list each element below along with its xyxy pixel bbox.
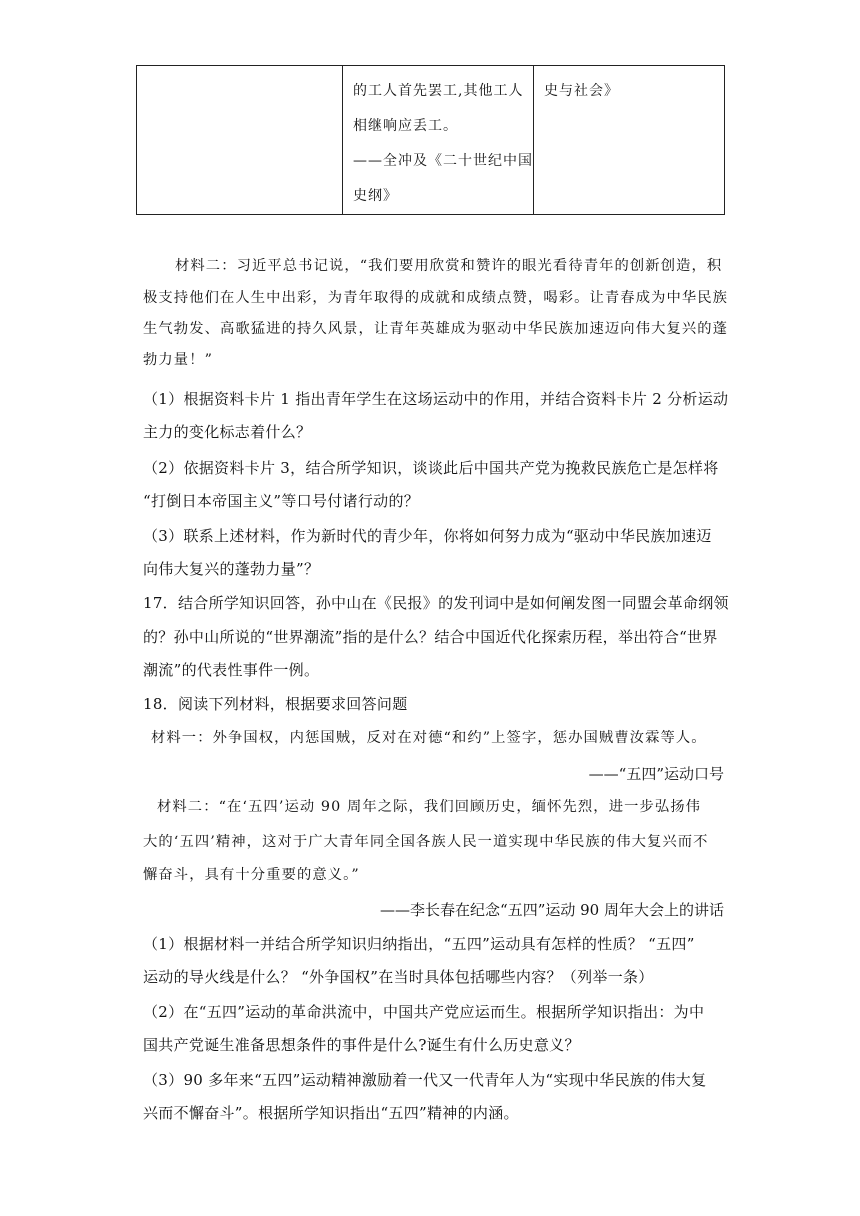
material2-line: 材料二：习近平总书记说，“我们要用欣赏和赞许的眼光看待青年的创新创造，积	[175, 258, 723, 274]
table-cell-line: 史与社会》	[544, 83, 619, 99]
q16-line: “打倒日本帝国主义”等口号付诸行动的？	[143, 492, 420, 510]
q16-line: 主力的变化标志着什么？	[143, 423, 312, 441]
q18-question-line: （2）在“五四”运动的革命洪流中，中国共产党应运而生。根据所学知识指出：为中	[143, 1003, 705, 1021]
q18-title: 18．阅读下列材料，根据要求回答问题	[143, 695, 408, 713]
q18-material1: 材料一：外争国权，内惩国贼，反对在对德“和约”上签字，惩办国贼曹汝霖等人。	[151, 730, 707, 746]
q17-line: 潮流”的代表性事件一例。	[143, 661, 320, 679]
table-cell-line: 的工人首先罢工,其他工人	[353, 83, 524, 99]
q17-line: 17．结合所学知识回答，孙中山在《民报》的发刊词中是如何阐发图一同盟会革命纲领	[143, 594, 729, 612]
q18-question-line: 国共产党诞生准备思想条件的事件是什么?诞生有什么历史意义？	[143, 1036, 580, 1054]
table-cell-empty	[137, 66, 343, 215]
q16-line: （3）联系上述材料，作为新时代的青少年，你将如何努力成为“驱动中华民族加速迈	[143, 527, 712, 545]
q18-question-line: 运动的导火线是什么？ “外争国权”在当时具体包括哪些内容？（列举一条）	[143, 968, 654, 986]
table-cell-line: 史纲》	[353, 188, 398, 204]
material2-line: 勃力量！”	[143, 352, 213, 368]
q18-question-line: （3）90 多年来“五四”运动精神激励着一代又一代青年人为“实现中华民族的伟大复	[143, 1071, 707, 1089]
q18-material2-line: 懈奋斗，具有十分重要的意义。”	[143, 867, 360, 883]
material2-line: 生气勃发、高歌猛进的持久风景，让青年英雄成为驱动中华民族加速迈向伟大复兴的蓬	[143, 321, 729, 337]
q18-material2-source: ——李长春在纪念“五四”运动 90 周年大会上的讲话	[380, 901, 724, 919]
q17-line: 的？孙中山所说的“世界潮流”指的是什么？结合中国近代化探索历程，举出符合“世界	[143, 628, 718, 646]
table-cell-line: ——全冲及《二十世纪中国	[353, 153, 533, 169]
q18-material2-line: 大的‘五四’精神，这对于广大青年同全国各族人民一道实现中华民族的伟大复兴而不	[143, 834, 709, 850]
material-table	[136, 65, 725, 215]
q16-line: （2）依据资料卡片 3，结合所学知识，谈谈此后中国共产党为挽救民族危亡是怎样将	[143, 459, 719, 477]
table-row	[137, 66, 725, 215]
material2-line: 极支持他们在人生中出彩，为青年取得的成就和成绩点赞，喝彩。让青春成为中华民族	[143, 290, 729, 306]
q18-question-line: 兴而不懈奋斗”。根据所学知识指出“五四”精神的内涵。	[143, 1104, 519, 1122]
q16-line: 向伟大复兴的蓬勃力量”？	[143, 560, 320, 578]
table-cell-line: 相继响应丢工。	[353, 118, 458, 134]
q18-question-line: （1）根据材料一并结合所学知识归纳指出，“五四”运动具有怎样的性质？ “五四”	[143, 935, 695, 953]
q18-material2-line: 材料二：“在‘五四’运动 90 周年之际，我们回顾历史，缅怀先烈，进一步弘扬伟	[157, 799, 702, 815]
table-cell-source	[343, 66, 534, 215]
q16-line: （1）根据资料卡片 1 指出青年学生在这场运动中的作用，并结合资料卡片 2 分析运动	[143, 390, 729, 408]
q18-material1-source: ——“五四”运动口号	[588, 765, 724, 783]
table-cell-source-2	[534, 66, 725, 215]
